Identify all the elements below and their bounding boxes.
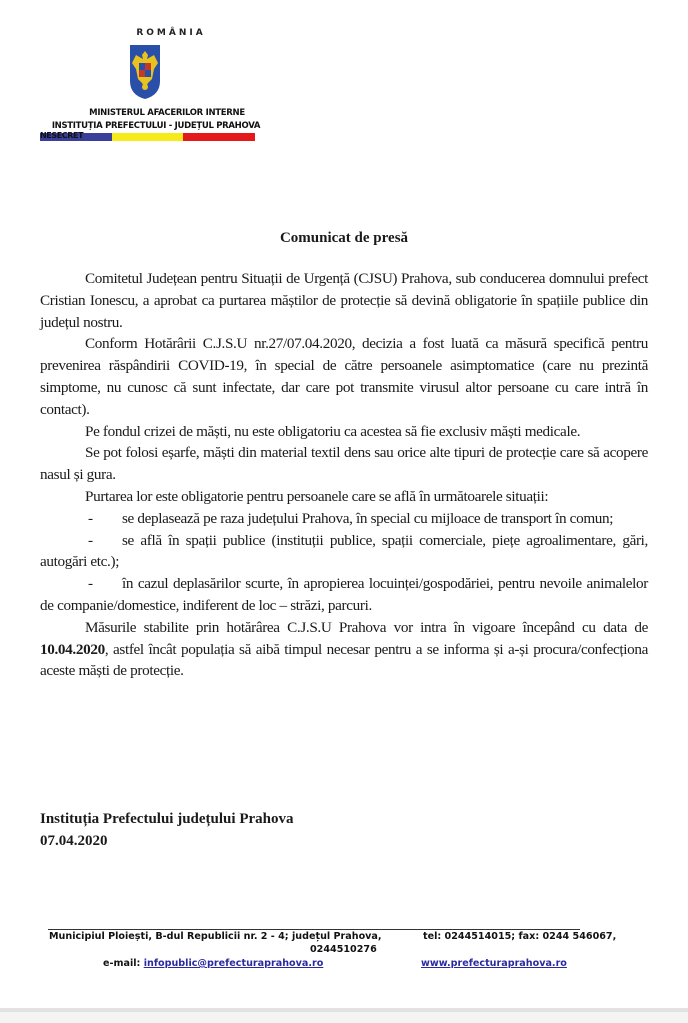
list-item [40, 530, 648, 574]
footer-phone: 0244510276 [310, 944, 377, 955]
document-title: Comunicat de presă [279, 230, 409, 246]
list-item-text: în cazul deplasărilor scurte, în apropierea locuinței/gospodăriei, pentru nevoile animalelor de companie/domestice, indiferent de loc – străzi, parcuri. [40, 575, 648, 614]
coat-of-arms-icon [128, 43, 162, 101]
signature-date: 07.04.2020 [40, 833, 108, 849]
institution-name: INSTITUȚIA PREFECTULUI - JUDEȚUL PRAHOVA [51, 121, 261, 131]
signature-institution: Instituția Prefectului județului Prahova [40, 811, 294, 827]
flag-blue [40, 133, 112, 141]
bullet-dash: - [88, 575, 93, 593]
paragraph: Conform Hotărârii C.J.S.U nr.27/07.04.2020, decizia a fost luată ca măsură specifică pentru prevenirea răspândirii COVID-19, în special de către persoanele asimptomatice (care nu prezintă simptome, nu cunosc că sunt infectate, dar care pot transmite virusul altor persoane cu care intră în contact). [40, 335, 648, 418]
email-label: e-mail: [103, 958, 144, 969]
list-item-text: se află în spații publice (instituții publice, spații comerciale, piețe agroalimentare, gări, autogări etc.); [40, 531, 648, 571]
footer-email-row [103, 958, 323, 969]
country-name: ROMÂNIA [136, 28, 206, 38]
paragraph: Se pot folosi eșarfe, măști din material textil dens sau orice alte tipuri de protecție care să acopere nasul și gura. [40, 444, 648, 484]
list-item [40, 508, 648, 530]
flag-red [183, 133, 255, 141]
paragraph: Purtarea lor este obligatorie pentru persoanele care se află în următoarele situații: [85, 487, 549, 505]
classification-label: NESECRET [40, 131, 84, 140]
footer-address: Municipiul Ploiești, B-dul Republicii nr. 2 - 4; județul Prahova, [49, 931, 382, 942]
closing-paragraph [40, 617, 648, 682]
bullet-dash: - [88, 509, 93, 527]
paragraph: Comitetul Județean pentru Situații de Urgență (CJSU) Prahova, sub conducerea domnului prefect Cristian Ionescu, a aprobat ca purtarea măștilor de protecție să devină obligatorie în spațiile publice din județul nostru. [40, 270, 648, 331]
tricolor-band [40, 133, 255, 141]
list-item [40, 573, 648, 617]
signature-block [40, 808, 293, 852]
letterhead [40, 28, 272, 140]
paragraph: Pe fondul crizei de măști, nu este obligatoriu ca acestea să fie exclusiv măști medicale. [85, 422, 581, 440]
footer-tel-fax: tel: 0244514015; fax: 0244 546067, [423, 931, 617, 942]
list-item-text: se deplasează pe raza județului Prahova, în special cu mijloace de transport în comun; [122, 509, 614, 527]
footer-divider [48, 929, 580, 930]
ministry-name: MINISTERUL AFACERILOR INTERNE [89, 108, 245, 118]
effective-date: 10.04.2020 [40, 640, 105, 658]
bullet-dash: - [88, 531, 93, 549]
viewer-bottom-bar [0, 1008, 688, 1023]
flag-yellow [112, 133, 184, 141]
document-body [40, 268, 648, 682]
closing-text-before: Măsurile stabilite prin hotărârea C.J.S.U Prahova vor intra în vigoare începând cu data de [85, 618, 648, 636]
closing-text-after: , astfel încât populația să aibă timpul necesar pentru a se informa și a-și procura/confecționa aceste măști de protecție. [40, 640, 648, 680]
website-link[interactable]: www.prefecturaprahova.ro [421, 958, 567, 969]
email-link[interactable]: infopublic@prefecturaprahova.ro [143, 958, 324, 969]
